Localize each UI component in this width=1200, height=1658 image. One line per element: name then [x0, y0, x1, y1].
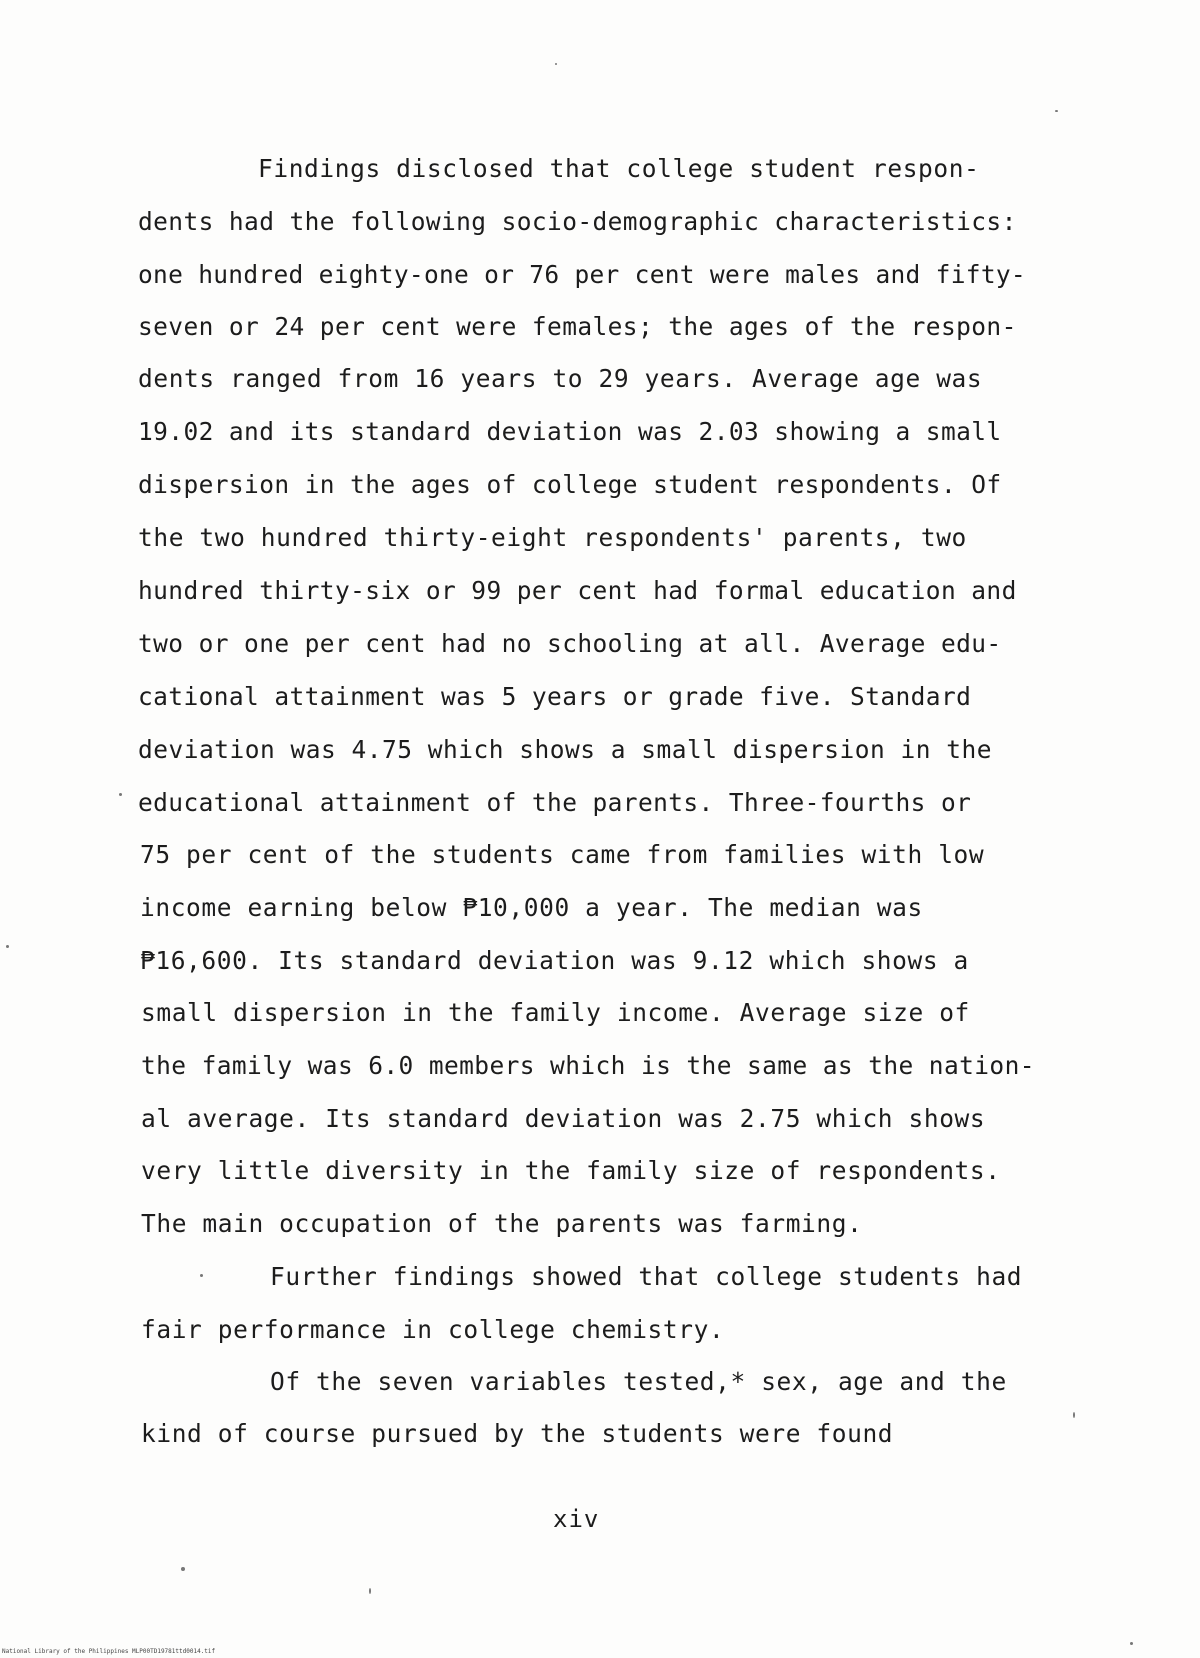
text-line: Further findings showed that college students had	[270, 1262, 1023, 1291]
scan-speck	[1055, 110, 1058, 112]
text-line: small dispersion in the family income. Average size of	[141, 998, 970, 1027]
text-line: dents had the following socio-demographic characteristics:	[138, 207, 1017, 236]
text-line: dispersion in the ages of college student respondents. Of	[138, 470, 1002, 499]
text-line: income earning below ₱10,000 a year. The median was	[140, 893, 923, 922]
text-line: fair performance in college chemistry.	[141, 1315, 725, 1344]
text-line: 19.02 and its standard deviation was 2.03 showing a small	[138, 417, 1002, 446]
archive-footer: National Library of the Philippines MLP00TD19781ttd0014.tif	[2, 1648, 216, 1655]
scan-speck	[6, 945, 9, 948]
scan-speck	[181, 1567, 185, 1571]
text-line: kind of course pursued by the students were found	[141, 1419, 894, 1448]
text-line: Of the seven variables tested,* sex, age and the	[270, 1367, 1007, 1396]
text-line: educational attainment of the parents. Three-fourths or	[138, 788, 972, 817]
text-line: The main occupation of the parents was farming.	[141, 1209, 863, 1238]
text-line: cational attainment was 5 years or grade five. Standard	[138, 682, 972, 711]
text-line: al average. Its standard deviation was 2.75 which shows	[141, 1104, 986, 1133]
scan-speck	[555, 63, 557, 65]
text-line: the two hundred thirty-eight respondents' parents, two	[138, 523, 967, 552]
text-line: hundred thirty-six or 99 per cent had formal education and	[138, 576, 1017, 605]
scan-speck	[200, 1274, 203, 1277]
text-line: the family was 6.0 members which is the same as the nation-	[141, 1051, 1035, 1080]
text-line: deviation was 4.75 which shows a small dispersion in the	[138, 735, 993, 764]
text-line: Findings disclosed that college student respon-	[258, 154, 980, 183]
text-line: 75 per cent of the students came from families with low	[140, 840, 985, 869]
scan-speck	[1130, 1642, 1133, 1645]
scan-speck	[369, 1588, 371, 1594]
text-line: one hundred eighty-one or 76 per cent were males and fifty-	[138, 260, 1026, 289]
text-line: very little diversity in the family size of respondents.	[141, 1156, 1001, 1185]
text-line: seven or 24 per cent were females; the ages of the respon-	[138, 312, 1017, 341]
text-line: two or one per cent had no schooling at all. Average edu-	[138, 629, 1002, 658]
text-line: ₱16,600. Its standard deviation was 9.12 which shows a	[140, 946, 969, 975]
page-number: xiv	[553, 1505, 600, 1533]
text-line: dents ranged from 16 years to 29 years. Average age was	[138, 364, 983, 393]
scan-speck	[119, 793, 122, 796]
scan-speck	[1073, 1412, 1075, 1418]
